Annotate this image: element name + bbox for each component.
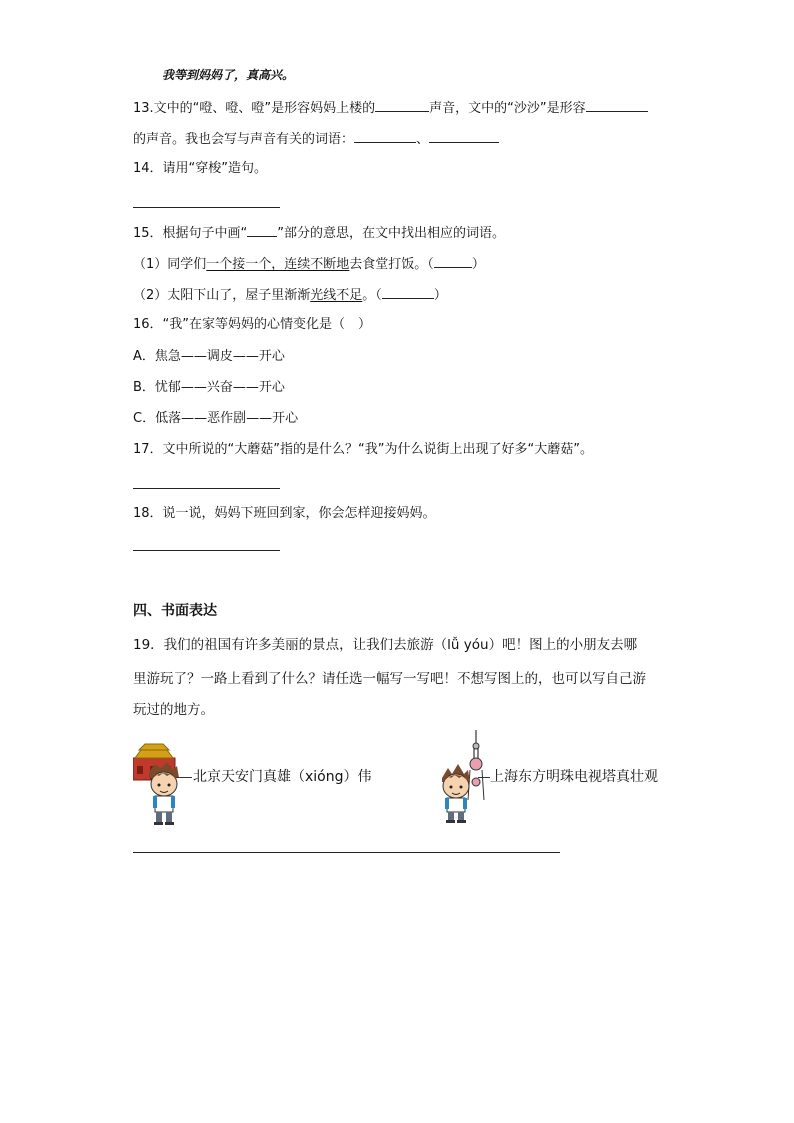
q15-s1-close: ） [471,257,485,272]
q15-s2-answer-blank[interactable] [382,285,434,299]
q13-blank-2[interactable] [586,98,648,112]
q13-blank-1[interactable] [375,98,429,112]
q15-s1-suffix: 去食堂打饭。（ [349,257,434,272]
q15-sentence-1 [133,254,485,274]
question-16: 16．“我”在家等妈妈的心情变化是（ ） [133,317,372,332]
q15-s2-suffix: 。（ [362,288,382,303]
q16-option-b[interactable]: B．忧郁——兴奋——开心 [133,380,285,395]
q13-blank-4[interactable] [429,129,499,143]
q15-s1-prefix: （1）同学们 [133,257,207,272]
q15-s1-underlined: 一个接一个，连续不断地 [206,257,350,272]
question-19-line3: 玩过的地方。 [133,702,214,718]
right-caption-leader [478,777,490,778]
q15-stem-blank [247,223,277,237]
question-19-line1: 19．我们的祖国有许多美丽的景点，让我们去旅游（lǚ yóu）吧！图上的小朋友去哪 [133,637,638,653]
q13-text-1: 13.文中的“噔、噔、噔”是形容妈妈上楼的 [133,101,376,116]
q15-sentence-2 [133,285,447,305]
question-15 [133,223,505,243]
passage-last-line: 我等到妈妈了，真高兴。 [162,68,295,82]
q16-option-a[interactable]: A．焦急——调皮——开心 [133,349,285,364]
q18-answer-line[interactable] [133,550,280,551]
q13-text-3: 的声音。我也会写与声音有关的词语： [133,132,355,147]
question-13-line2 [133,129,499,149]
question-17: 17．文中所说的“大蘑菇”指的是什么？“我”为什么说街上出现了好多“大蘑菇”。 [133,442,593,457]
q16-option-c[interactable]: C．低落——恶作剧——开心 [133,411,299,426]
q13-separator: 、 [416,132,430,147]
q15-stem-b: ”部分的意思，在文中找出相应的词语。 [277,226,506,241]
q14-answer-line[interactable] [133,207,280,208]
q19-answer-line[interactable] [133,852,560,853]
question-13-line1 [133,98,648,118]
oriental-pearl-tower-boy-illustration [438,730,490,826]
question-19-line2: 里游玩了？一路上看到了什么？请任选一幅写一写吧！不想写图上的，也可以写自己游 [133,671,646,687]
caption-tiananmen: 北京天安门真雄（xióng）伟 [193,769,372,785]
q15-s2-underlined: 光线不足 [310,288,363,303]
question-14: 14．请用“穿梭”造句。 [133,161,268,176]
q15-stem-a: 15．根据句子中画“ [133,226,248,241]
q13-blank-3[interactable] [354,129,416,143]
tiananmen-boy-illustration [133,738,195,826]
q13-text-2: 声音，文中的“沙沙”是形容 [429,101,586,116]
q17-answer-line[interactable] [133,488,280,489]
question-18: 18．说一说，妈妈下班回到家，你会怎样迎接妈妈。 [133,506,436,521]
section-4-title: 四、书面表达 [133,603,217,619]
q15-s2-prefix: （2）太阳下山了，屋子里渐渐 [133,288,311,303]
left-caption-leader [176,777,192,778]
q15-s2-close: ） [433,288,447,303]
q15-s1-answer-blank[interactable] [434,254,472,268]
caption-pearl-tower: 上海东方明珠电视塔真壮观 [490,769,658,785]
